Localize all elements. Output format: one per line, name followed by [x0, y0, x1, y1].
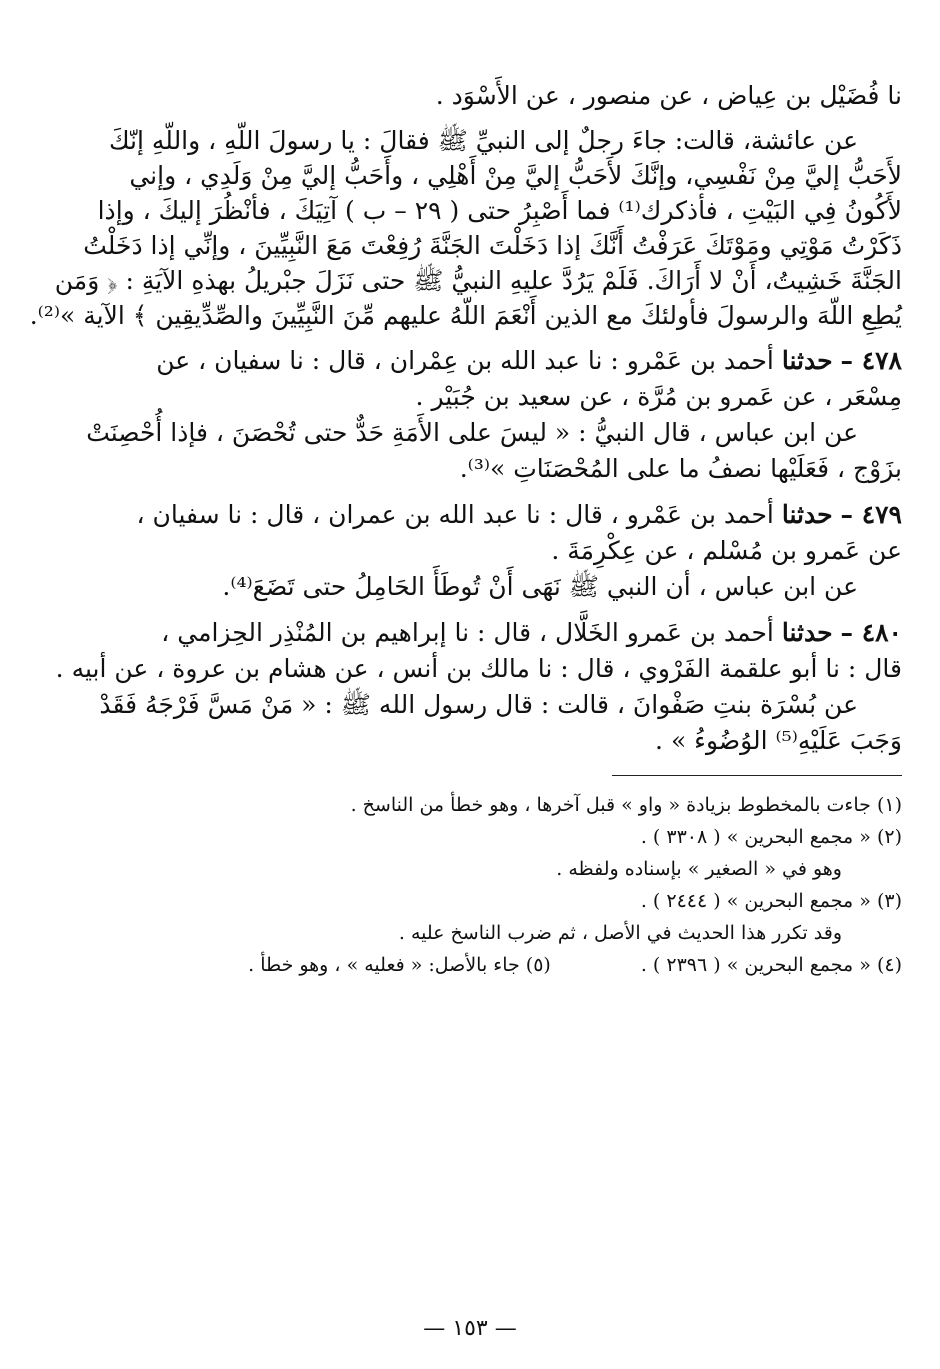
text-line: عن ابن عباس ، قال النبيُّ : « ليسَ على الأَمَةِ حَدٌّ حتى تُحْصَنَ ، فإذا أُحْصِنَتْ	[86, 418, 858, 447]
hadith-478-isnad	[70, 343, 902, 379]
text-line: قال : نا أبو علقمة الفَرْوي ، قال : نا مالك بن أنس ، عن هشام بن عروة ، عن أبيه .	[55, 654, 902, 683]
hadith-478	[70, 343, 902, 487]
footnote-row-4-5	[70, 950, 902, 980]
text-line: أحمد بن عَمْرو : نا عبد الله بن عِمْران ، قال : نا سفيان ، عن	[156, 346, 774, 375]
footnote-4: (٤) « مجمع البحرين » ( ٢٣٩٦ ) .	[640, 954, 902, 976]
hadith-480	[55, 615, 902, 759]
hadith-number: ٤٨٠ –	[840, 618, 902, 647]
hadith-lead: حدثنا	[781, 346, 833, 375]
footnote-separator	[612, 775, 902, 776]
hadith-479-isnad	[70, 497, 902, 533]
text-line: بزَوْج ، فَعَلَيْها نصفُ ما على المُحْصَنَاتِ »⁽³⁾.	[459, 454, 902, 483]
text-line: عن عائشة، قالت: جاءَ رجلٌ إلى النبيِّ ﷺ فقالَ : يا رسولَ اللّهِ ، واللّهِ إنّكَ	[108, 126, 858, 155]
text-line: أحمد بن عَمْرو ، قال : نا عبد الله بن عمران ، قال : نا سفيان ،	[136, 500, 774, 529]
text-line: عن عَمرو بن مُسْلم ، عن عِكْرِمَةَ .	[551, 536, 902, 565]
text-line: مِسْعَر ، عن عَمرو بن مُرَّة ، عن سعيد بن جُبَيْر .	[415, 382, 902, 411]
page-number: — ١٥٣ —	[423, 1316, 517, 1341]
text-line: الجَنَّةَ خَشِيتُ، أَنْ لا أَرَاكَ. فَلَمْ يَرُدَّ عليهِ النبيُّ ﷺ حتى نَزَلَ جبْريلُ بهذهِ الآيَةِ : ﴿ وَمَن	[54, 266, 902, 295]
text-line: أحمد بن عَمرو الخَلَّال ، قال : نا إبراهيم بن المُنْذِر الحِزامي ،	[161, 618, 774, 647]
footnote-5: (٥) جاء بالأصل: « فعليه » ، وهو خطأ .	[248, 954, 551, 976]
text-line: لأَكُونُ فِي البَيْتِ ، فأذكرك⁽¹⁾ فما أَصْبِرُ حتى ( ٢٩ – ب ) آتِيَكَ ، فأنْظُرَ إليكَ ، وإذا	[97, 196, 902, 225]
footnotes	[70, 790, 902, 980]
text-line: عن بُسْرَة بنتِ صَفْوانَ ، قالت : قال رسول الله ﷺ : « مَنْ مَسَّ فَرْجَهُ فَقَدْ	[99, 690, 858, 719]
footnote-2: (٢) « مجمع البحرين » ( ٣٣٠٨ ) .	[640, 826, 902, 848]
hadith-lead: حدثنا	[781, 500, 833, 529]
hadith-479	[70, 497, 902, 605]
text-line: نا فُضَيْل بن عِياض ، عن منصور ، عن الأَسْوَد .	[435, 81, 902, 110]
footnote-3-note: وقد تكرر هذا الحديث في الأصل ، ثم ضرب الناسخ عليه .	[398, 922, 842, 944]
hadith-lead: حدثنا	[781, 618, 833, 647]
hadith-number: ٤٧٨ –	[840, 346, 902, 375]
footnote-2-note: وهو في « الصغير » بإسناده ولفظه .	[556, 858, 842, 880]
text-line: وَجَبَ عَلَيْهِ⁽⁵⁾ الوُضُوءُ » .	[655, 726, 902, 755]
hadith-number: ٤٧٩ –	[840, 500, 902, 529]
footnote-1: (١) جاءت بالمخطوط بزيادة « واو » قبل آخرها ، وهو خطأ من الناسخ .	[350, 794, 902, 816]
text-line: ذَكَرْتُ مَوْتِي ومَوْتَكَ عَرَفْتُ أَنَّكَ إذا دَخَلْتَ الجَنَّةَ رُفِعْتَ مَعَ النَّبِيِّينَ ، وإنِّي إذا دَخَلْتُ	[83, 231, 902, 260]
text-line: لأَحَبُّ إليَّ مِنْ نَفْسِي، وإنَّكَ لأَحَبُّ إليَّ مِنْ أَهْلِي ، وأَحَبُّ إليَّ مِنْ وَلَدِي ، وإني	[129, 161, 902, 190]
hadith-477-matn	[29, 123, 902, 333]
page-body	[29, 78, 902, 982]
hadith-480-isnad	[70, 615, 902, 651]
isnad-continuation	[70, 78, 902, 113]
text-line: يُطِعِ اللّهَ والرسولَ فأولئكَ مع الذين أَنْعَمَ اللّهُ عليهم مِّنَ النَّبِيِّينَ والصِّدِّيقِين ﴾ الآية »⁽²⁾.	[29, 301, 902, 330]
text-line: عن ابن عباس ، أن النبي ﷺ نَهَى أَنْ تُوطَأَ الحَامِلُ حتى تَضَعَ⁽⁴⁾.	[222, 572, 858, 601]
footnote-3: (٣) « مجمع البحرين » ( ٢٤٤٤ ) .	[640, 890, 902, 912]
